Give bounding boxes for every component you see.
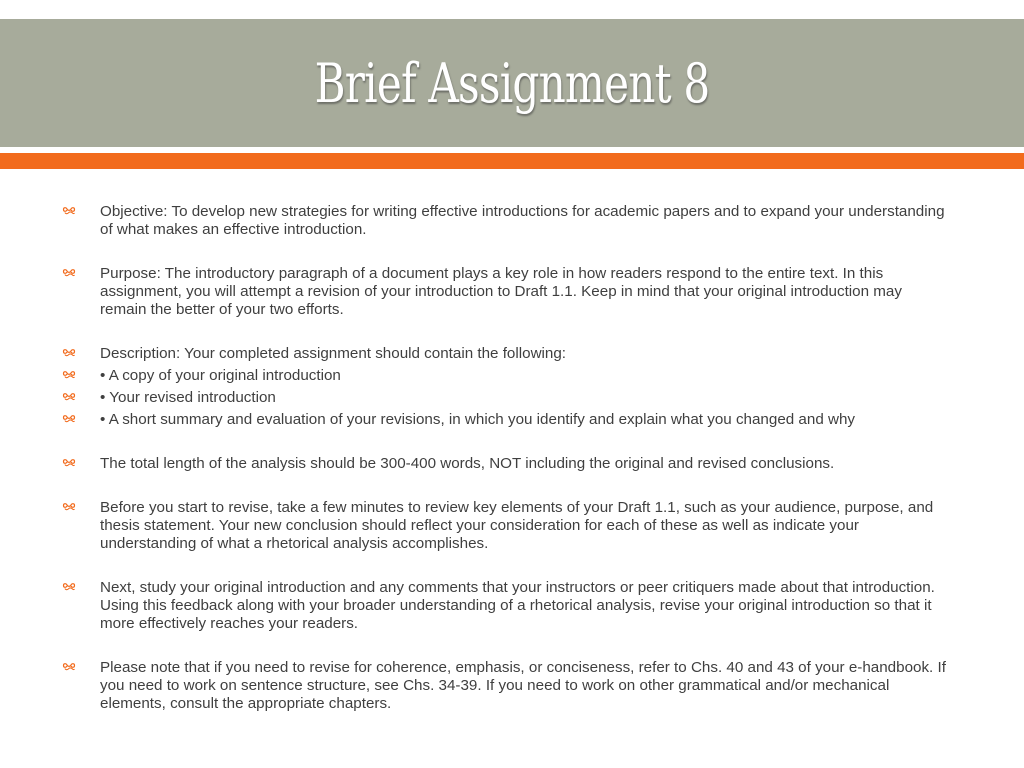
scroll-bullet-icon: [62, 390, 76, 404]
slide-title: Brief Assignment 8: [314, 51, 710, 115]
bullet-text: The total length of the analysis should be 300-400 words, NOT including the original and revised conclusions.: [100, 455, 835, 472]
bullet-text: • Your revised introduction: [100, 389, 276, 406]
bullet-summary: [0, 411, 950, 429]
bullet-length: [0, 455, 950, 473]
bullet-copy-original: [0, 367, 950, 385]
scroll-bullet-icon: [62, 456, 76, 470]
bullet-please-note: [0, 659, 950, 713]
bullet-text: Next, study your original introduction and any comments that your instructors or peer critiquers made about that introduction. Using this feedback along with your broader understanding of a rhetorical analysis, revise your original introduction so that it more effectively reaches your readers.: [100, 579, 935, 632]
bullet-description: [0, 345, 950, 363]
accent-band: [0, 153, 1024, 169]
scroll-bullet-icon: [62, 660, 76, 674]
scroll-bullet-icon: [62, 500, 76, 514]
bullet-revised-intro: [0, 389, 950, 407]
scroll-bullet-icon: [62, 266, 76, 280]
scroll-bullet-icon: [62, 204, 76, 218]
scroll-bullet-icon: [62, 412, 76, 426]
bullet-objective: [0, 203, 950, 239]
bullet-text: Please note that if you need to revise for coherence, emphasis, or conciseness, refer to Chs. 40 and 43 of your e-handbook. If you need to work on sentence structure, see Chs. 34-39. If you need to work on other grammatical and/or mechanical elements, consult the appropriate chapters.: [100, 659, 946, 712]
bullet-text: Objective: To develop new strategies for writing effective introductions for academic papers and to expand your understanding of what makes an effective introduction.: [100, 203, 945, 238]
bullet-text: Description: Your completed assignment should contain the following:: [100, 345, 567, 362]
bullet-text: • A short summary and evaluation of your revisions, in which you identify and explain what you changed and why: [100, 411, 855, 428]
bullet-before-revise: [0, 499, 950, 553]
bullet-list: [0, 203, 1024, 713]
bullet-text: Before you start to revise, take a few minutes to review key elements of your Draft 1.1, such as your audience, purpose, and thesis statement. Your new conclusion should reflect your consideration for each of these as well as indicate your understanding of what a rhetorical analysis accomplishes.: [100, 499, 934, 552]
bullet-purpose: [0, 265, 950, 319]
bullet-next-study: [0, 579, 950, 633]
scroll-bullet-icon: [62, 368, 76, 382]
scroll-bullet-icon: [62, 346, 76, 360]
scroll-bullet-icon: [62, 580, 76, 594]
bullet-text: • A copy of your original introduction: [100, 367, 341, 384]
bullet-text: Purpose: The introductory paragraph of a document plays a key role in how readers respond to the entire text. In this assignment, you will attempt a revision of your introduction to Draft 1.1. Keep in mind that your original introduction may remain the better of your two efforts.: [100, 265, 902, 318]
